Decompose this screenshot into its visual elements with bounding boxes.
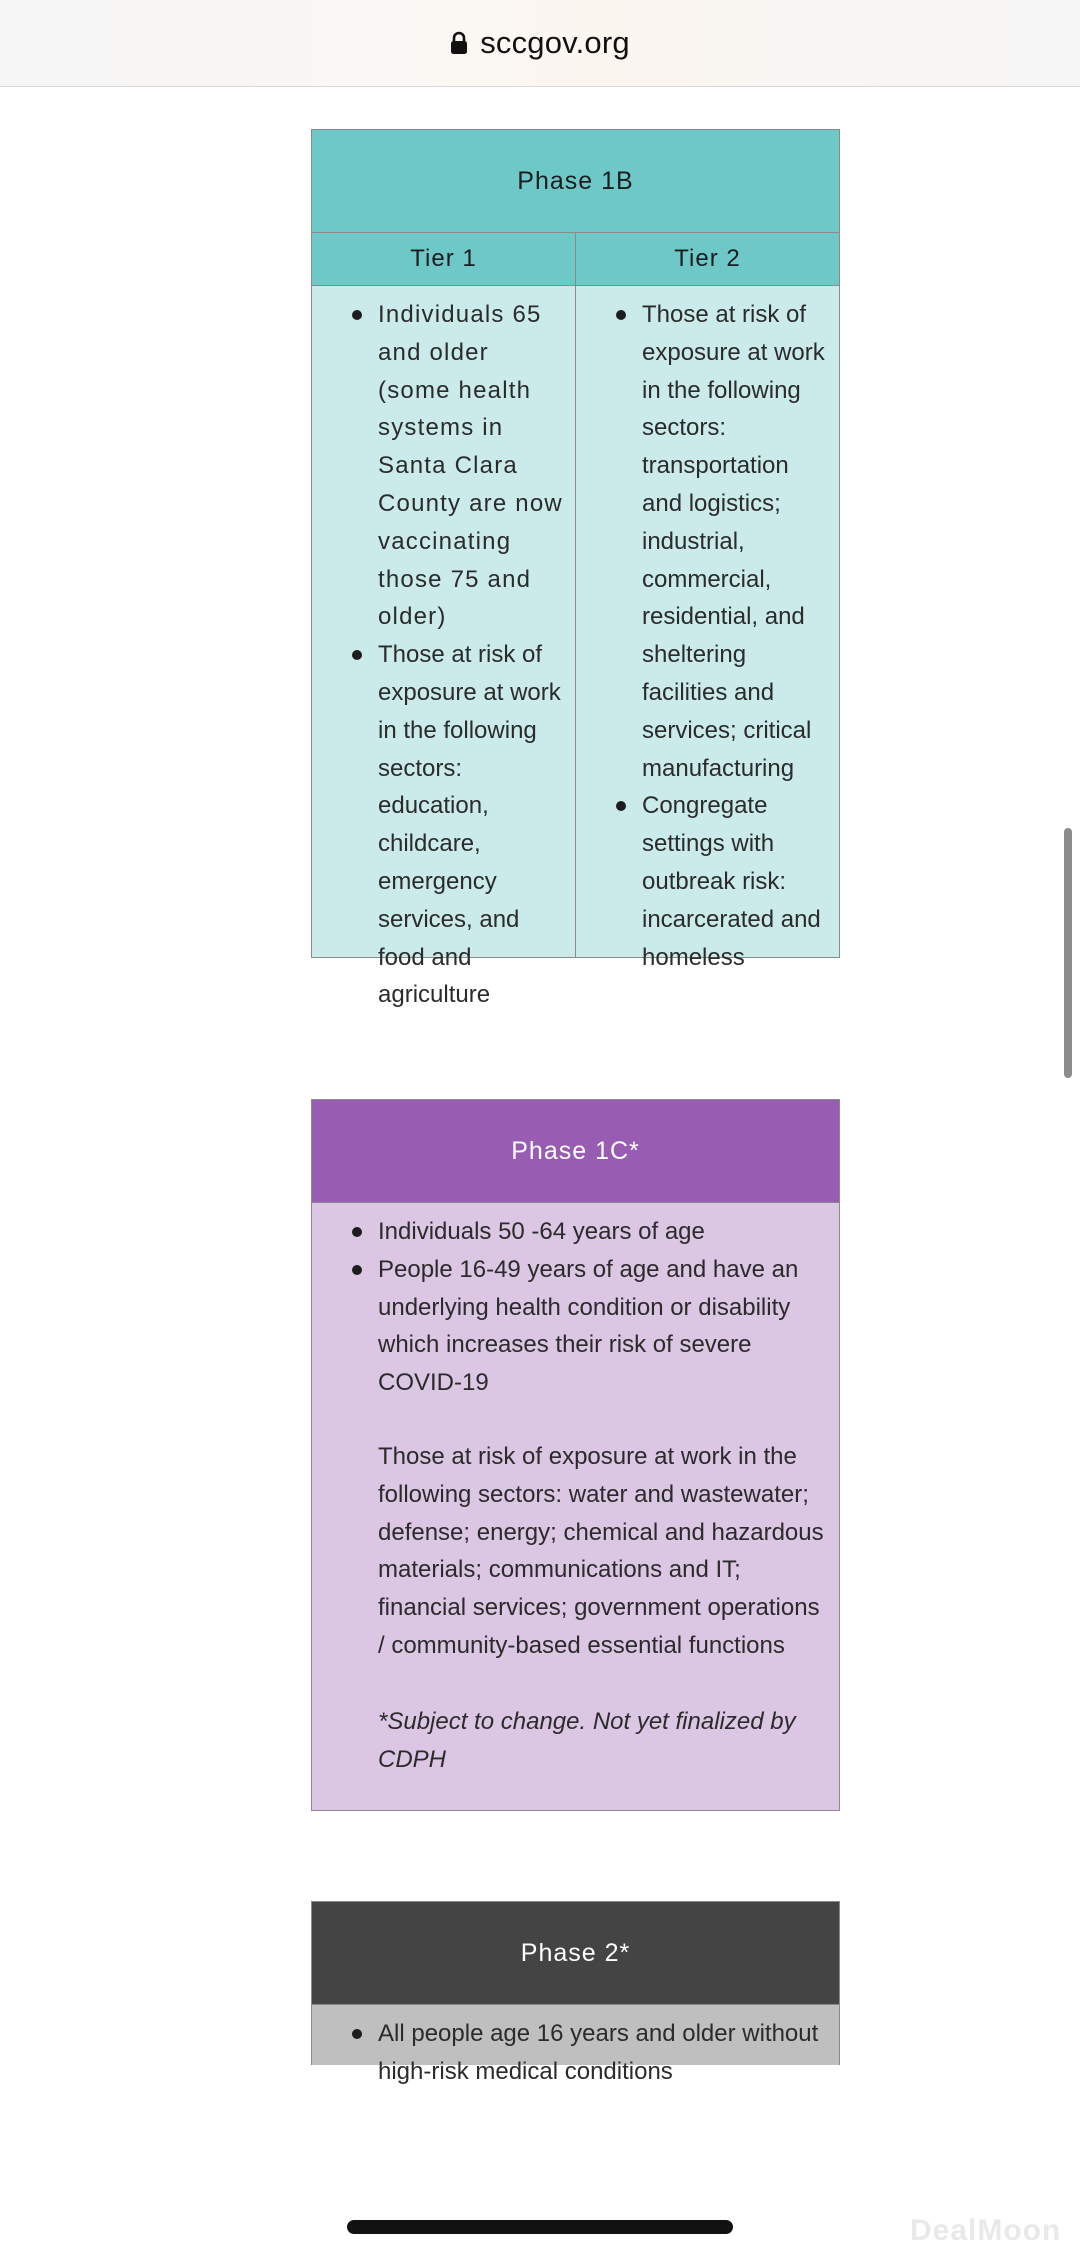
list-item: Congregate settings with outbreak risk: incarcerated and homeless	[642, 787, 829, 976]
phase-2-title: Phase 2*	[312, 1902, 839, 2005]
watermark: DealMoon	[910, 2214, 1062, 2247]
phase-1b-table	[311, 129, 840, 1009]
tier-2-list	[576, 286, 839, 994]
phase-1c-note: *Subject to change. Not yet finalized by CDPH	[378, 1707, 796, 1773]
list-item: Individuals 65 and older (some health systems in Santa Clara County are now vaccinating those 75 and older)	[378, 296, 565, 636]
lock-icon	[450, 31, 468, 55]
browser-url-bar[interactable]	[0, 0, 1080, 87]
tier-1-column	[312, 233, 575, 1009]
phase-1c-body	[312, 1203, 839, 1810]
phase-1c-title: Phase 1C*	[312, 1100, 839, 1203]
phase-2-list	[312, 2005, 839, 2109]
list-item: Those at risk of exposure at work in the following sectors: education, childcare, emergency services, and food and agriculture	[378, 636, 565, 1014]
list-item: People 16-49 years of age and have an underlying health condition or disability which increases their risk of severe COVID-19	[378, 1251, 831, 1402]
tier-row	[312, 233, 839, 1009]
tier-1-header: Tier 1	[312, 233, 575, 286]
phase-1c-list	[312, 1203, 839, 1420]
tier-2-column	[575, 233, 839, 971]
phase-1c-table	[311, 1099, 840, 1811]
list-item: Those at risk of exposure at work in the following sectors: transportation and logistics; industrial, commercial, residential, and sheltering facilities and services; critical manufacturing	[642, 296, 829, 787]
phase-2-table	[311, 1901, 840, 2085]
phase-1b-title: Phase 1B	[312, 130, 839, 233]
tier-2-header: Tier 2	[576, 233, 839, 286]
phase-1c-paragraph: Those at risk of exposure at work in the following sectors: water and wastewater; defense; energy; chemical and hazardous materials; communications and IT; financial services; government operations / community-based essential functions	[378, 1442, 824, 1659]
url-text: sccgov.org	[480, 25, 630, 60]
home-indicator[interactable]	[347, 2220, 733, 2234]
phase-2-body	[312, 2005, 839, 2085]
list-item: Individuals 50 -64 years of age	[378, 1213, 831, 1251]
url-display[interactable]	[450, 25, 630, 61]
scrollbar[interactable]	[1064, 828, 1072, 1078]
list-item: All people age 16 years and older without high-risk medical conditions	[378, 2015, 829, 2091]
tier-1-list	[312, 286, 575, 1032]
